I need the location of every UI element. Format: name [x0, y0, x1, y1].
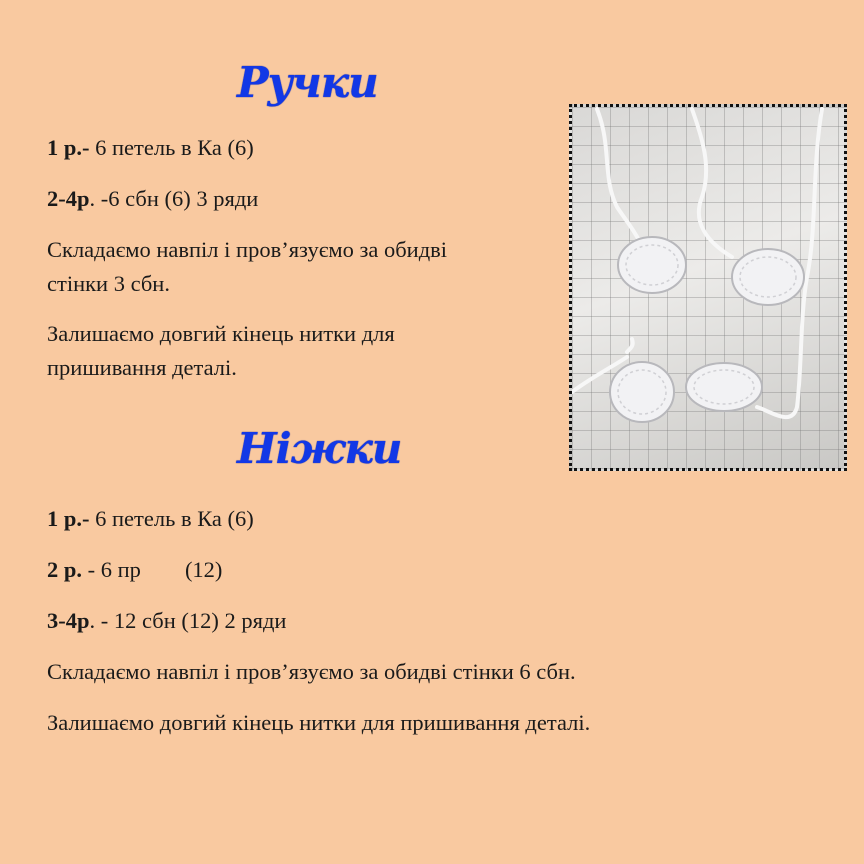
instruction-line	[47, 605, 286, 637]
row-text: 6 петель в Ка (6)	[89, 506, 254, 531]
instruction-line	[47, 268, 170, 300]
row-label: 1 р.-	[47, 506, 90, 531]
crochet-leg-piece	[610, 362, 674, 422]
row-text: - 6 пр	[82, 557, 141, 582]
crochet-parts-illustration	[572, 107, 844, 468]
instruction-line	[47, 318, 395, 350]
yarn-thread	[627, 339, 633, 352]
section-title-ruchky: Ручки	[237, 58, 378, 107]
section-title-nizhky: Ніжки	[237, 424, 402, 473]
row-text: 6 петель в Ка (6)	[89, 135, 254, 160]
row-text: . - 12 сбн (12) 2 ряди	[89, 608, 287, 633]
instruction-line	[47, 234, 447, 266]
instruction-line	[47, 352, 237, 384]
instruction-line	[47, 503, 254, 535]
instruction-line	[47, 656, 576, 688]
instruction-line	[47, 554, 222, 586]
instruction-line	[47, 132, 254, 164]
row-text: Залишаємо довгий кінець нитки для	[47, 321, 395, 346]
row-text: Залишаємо довгий кінець нитки для пришивання деталі.	[47, 710, 591, 735]
row-label: 1 р.-	[47, 135, 90, 160]
row-text: стінки 3 сбн.	[47, 271, 170, 296]
instruction-line	[47, 707, 590, 739]
yarn-thread	[597, 109, 640, 242]
row-text: Складаємо навпіл і пров’язуємо за обидві стінки 6 сбн.	[47, 659, 576, 684]
row-label: 2-4р	[47, 186, 90, 211]
row-count: (12)	[184, 557, 223, 582]
instruction-line	[47, 183, 258, 215]
row-text: . -6 сбн (6) 3 ряди	[89, 186, 259, 211]
row-text: Складаємо навпіл і пров’язуємо за обидві	[47, 237, 448, 262]
yarn-thread	[692, 109, 732, 257]
row-label: 2 р.	[47, 557, 83, 582]
crochet-parts-photo	[569, 104, 847, 471]
row-text: пришивання деталі.	[47, 355, 237, 380]
row-label: 3-4р	[47, 608, 90, 633]
